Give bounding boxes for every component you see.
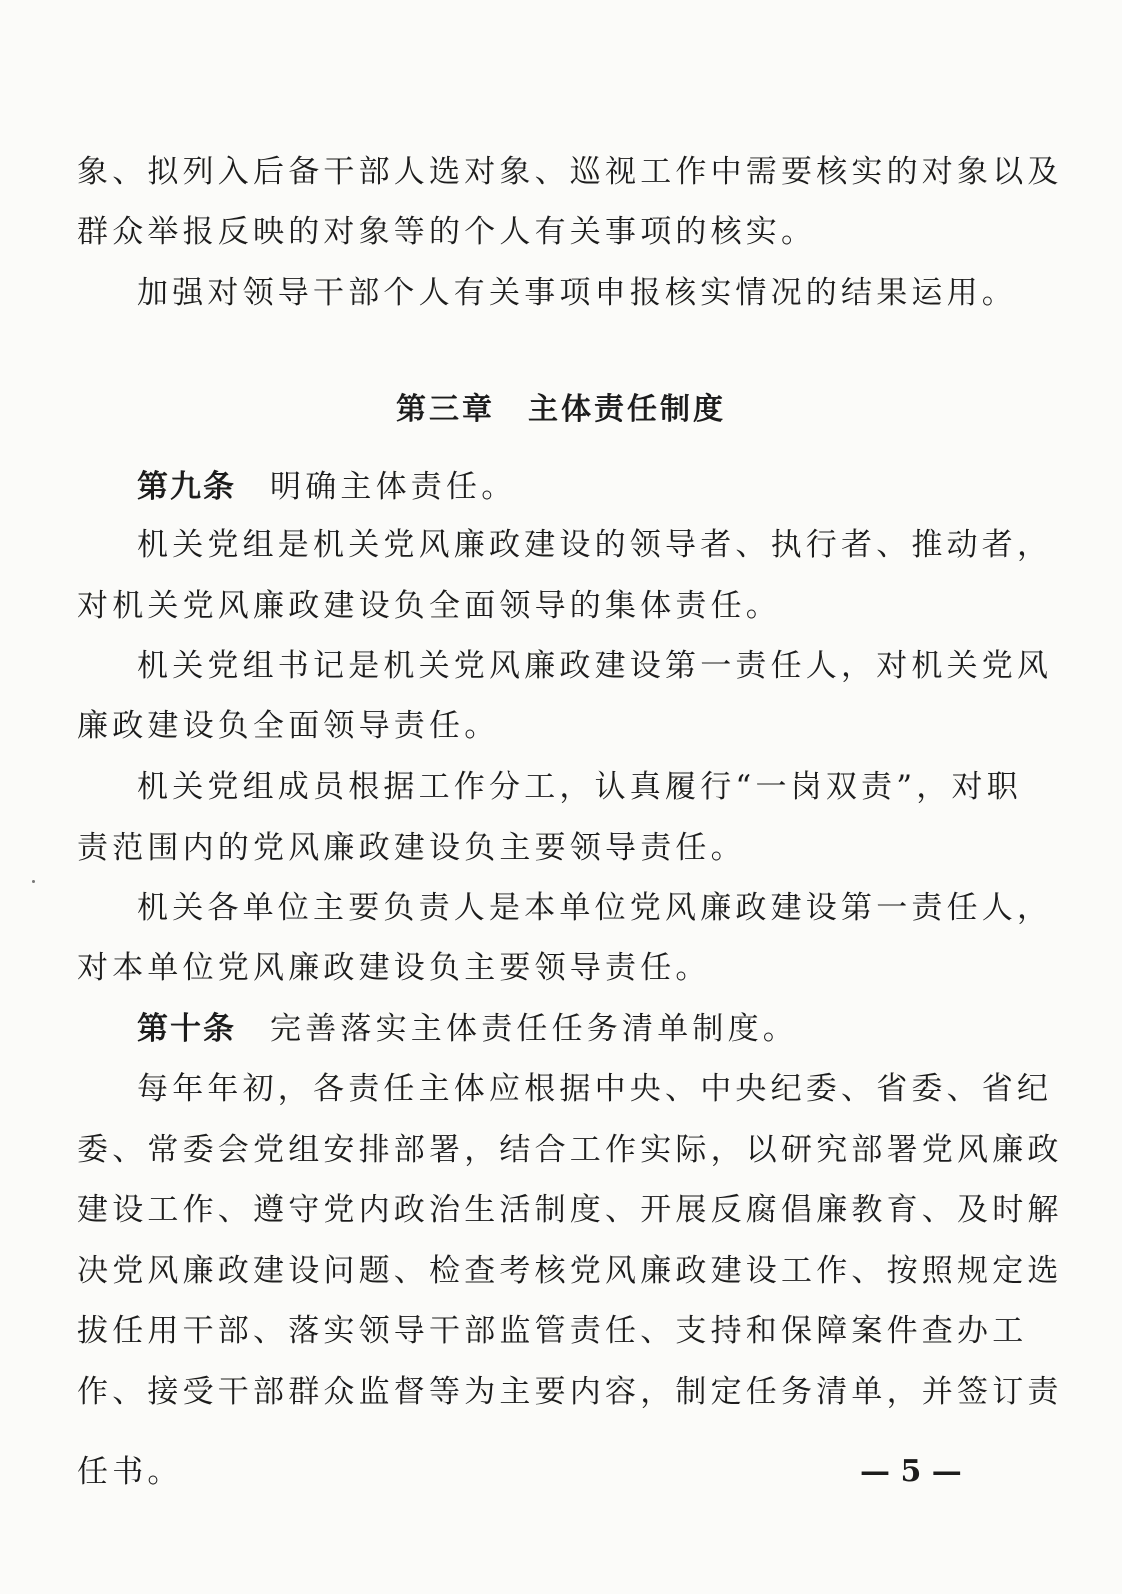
text-line: 象、拟列入后备干部人选对象、巡视工作中需要核实的对象以及 [77, 154, 1063, 190]
article-9-title: 明确主体责任。 [270, 469, 517, 505]
text-line: 对机关党风廉政建设负全面领导的集体责任。 [77, 588, 781, 624]
text-line: 对本单位党风廉政建设负主要领导责任。 [77, 950, 711, 986]
article-10-title: 完善落实主体责任任务清单制度。 [270, 1011, 798, 1047]
text-line: 机关各单位主要负责人是本单位党风廉政建设第一责任人， [137, 890, 1053, 926]
text-line: 责范围内的党风廉政建设负主要领导责任。 [77, 830, 746, 866]
article-9-label: 第九条 [137, 469, 236, 505]
text-line: 拔任用干部、落实领导干部监管责任、支持和保障案件查办工 [77, 1313, 1028, 1349]
text-line: 廉政建设负全面领导责任。 [77, 708, 500, 744]
text-line: 每年年初，各责任主体应根据中央、中央纪委、省委、省纪 [137, 1071, 1053, 1107]
page-number: — 5 — [860, 1454, 962, 1489]
text-line: 委、常委会党组安排部署，结合工作实际，以研究部署党风廉政 [77, 1132, 1063, 1168]
article-9-heading [137, 467, 1037, 507]
text-line: 作、接受干部群众监督等为主要内容，制定任务清单，并签订责 [77, 1374, 1063, 1410]
text-line: 机关党组是机关党风廉政建设的领导者、执行者、推动者， [137, 527, 1053, 563]
text-line: 加强对领导干部个人有关事项申报核实情况的结果运用。 [137, 275, 1017, 311]
scan-speck [32, 880, 35, 883]
article-10-heading [137, 1009, 1037, 1049]
chapter-title: 第三章 主体责任制度 [396, 392, 726, 427]
text-line: 机关党组成员根据工作分工，认真履行“一岗双责”，对职 [137, 769, 1022, 805]
text-line: 建设工作、遵守党内政治生活制度、开展反腐倡廉教育、及时解 [77, 1192, 1063, 1228]
text-line: 决党风廉政建设问题、检查考核党风廉政建设工作、按照规定选 [77, 1253, 1063, 1289]
text-line: 任书。 [77, 1454, 183, 1490]
text-line: 群众举报反映的对象等的个人有关事项的核实。 [77, 214, 817, 250]
text-line: 机关党组书记是机关党风廉政建设第一责任人，对机关党风 [137, 648, 1053, 684]
article-10-label: 第十条 [137, 1011, 236, 1047]
